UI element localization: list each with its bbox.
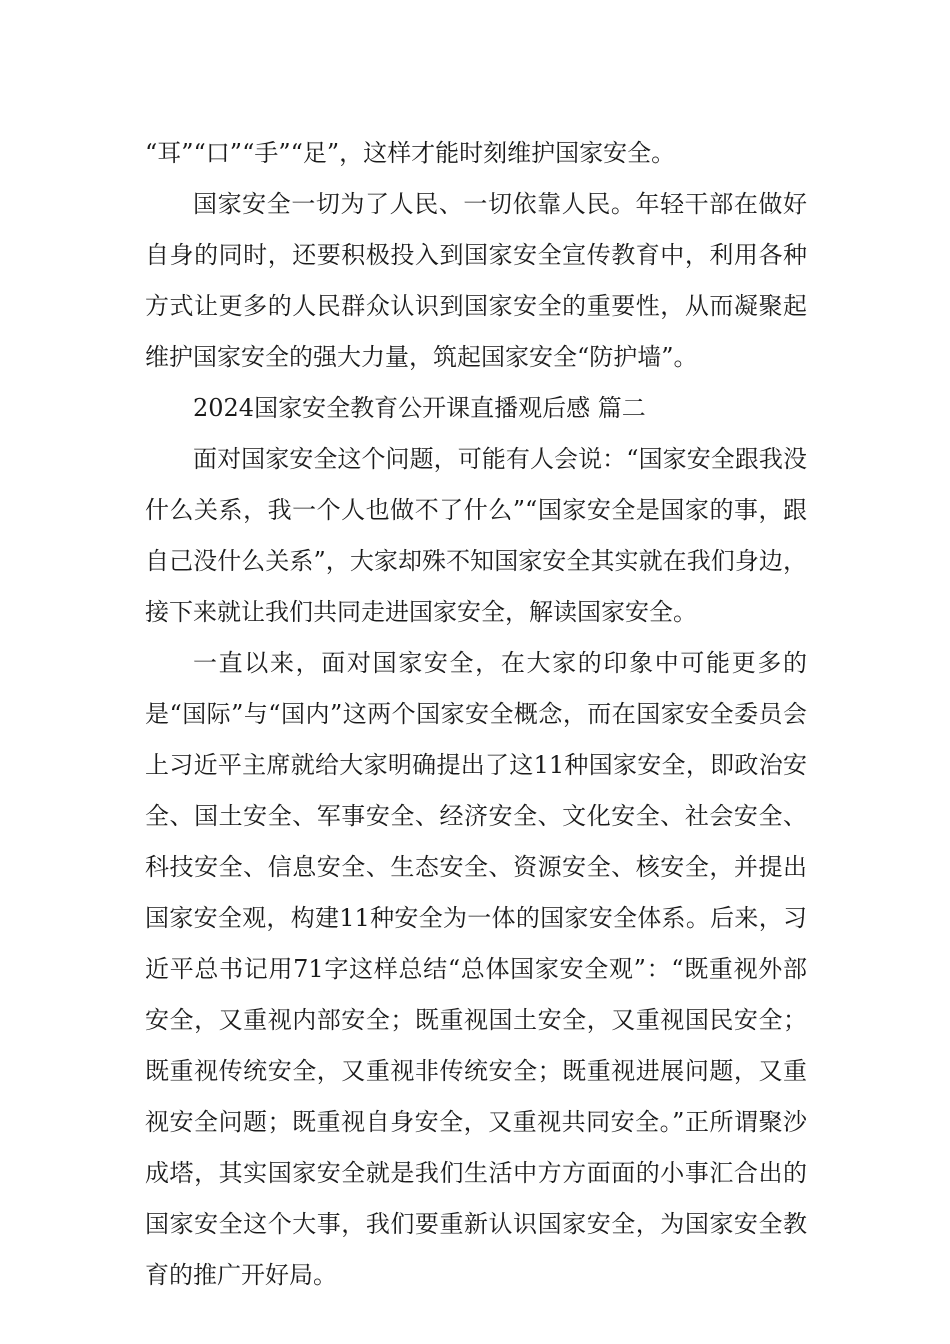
section-heading: 2024国家安全教育公开课直播观后感 篇二 — [193, 394, 646, 422]
paragraph-2: 国家安全一切为了人民、一切依靠人民。年轻干部在做好自身的同时，还要积极投入到国家安全宣传教育中，利用各种方式让更多的人民群众认识到国家安全的重要性，从而凝聚起维护国家安全的强大力量，筑起国家安全“防护墙”。 — [145, 190, 807, 371]
paragraph-4: 一直以来，面对国家安全，在大家的印象中可能更多的是“国际”与“国内”这两个国家安全概念，而在国家安全委员会上习近平主席就给大家明确提出了这11种国家安全，即政治安全、国土安全、军事安全、经济安全、文化安全、社会安全、科技安全、信息安全、生态安全、资源安全、核安全，并提出国家安全观，构建11种安全为一体的国家安全体系。后来，习近平总书记用71字这样总结“总体国家安全观”：“既重视外部安全，又重视内部安全；既重视国土安全，又重视国民安全；既重视传统安全，又重视非传统安全；既重视进展问题，又重视安全问题；既重视自身安全，又重视共同安全。”正所谓聚沙成塔，其实国家安全就是我们生活中方方面面的小事汇合出的国家安全这个大事，我们要重新认识国家安全，为国家安全教育的推广开好局。 — [145, 649, 807, 1289]
document-body — [145, 128, 807, 1301]
paragraph-1: “耳”“口”“手”“足”，这样才能时刻维护国家安全。 — [145, 139, 676, 167]
paragraph-3: 面对国家安全这个问题，可能有人会说：“国家安全跟我没什么关系，我一个人也做不了什么”“国家安全是国家的事，跟自己没什么关系”，大家却殊不知国家安全其实就在我们身边，接下来就让我们共同走进国家安全，解读国家安全。 — [145, 445, 807, 626]
